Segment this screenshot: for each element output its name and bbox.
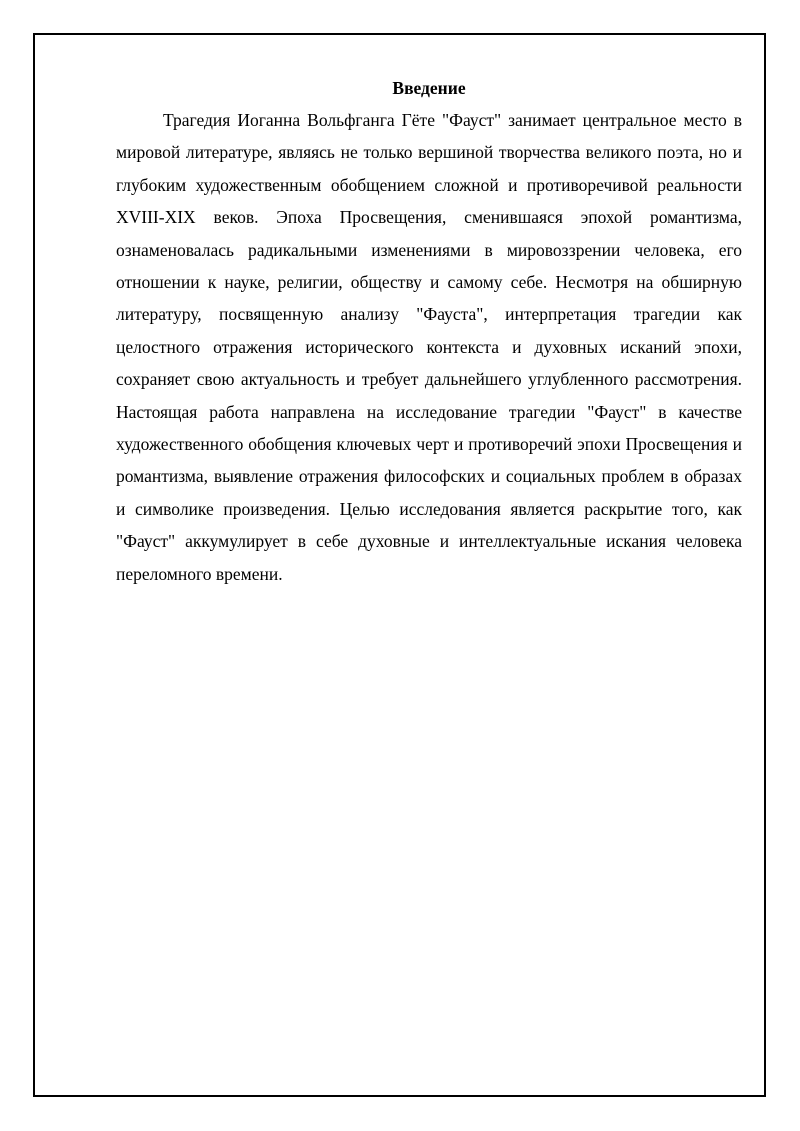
document-body	[116, 76, 742, 590]
intro-paragraph: Трагедия Иоганна Вольфганга Гёте "Фауст" занимает центральное место в мировой литературе, являясь не только вершиной творчества великого поэта, но и глубоким художественным обобщением сложной и противоречивой реальности XVIII-XIX веков. Эпоха Просвещения, сменившаяся эпохой романтизма, ознаменовалась радикальными изменениями в мировоззрении человека, его отношении к науке, религии, обществу и самому себе. Несмотря на обширную литературу, посвященную анализу "Фауста", интерпретация трагедии как целостного отражения исторического контекста и духовных исканий эпохи, сохраняет свою актуальность и требует дальнейшего углубленного рассмотрения. Настоящая работа направлена на исследование трагедии "Фауст" в качестве художественного обобщения ключевых черт и противоречий эпохи Просвещения и романтизма, выявление отражения философских и социальных проблем в образах и символике произведения. Целью исследования является раскрытие того, как "Фауст" аккумулирует в себе духовные и интеллектуальные искания человека переломного времени.	[116, 110, 742, 584]
document-title: Введение	[392, 78, 466, 98]
